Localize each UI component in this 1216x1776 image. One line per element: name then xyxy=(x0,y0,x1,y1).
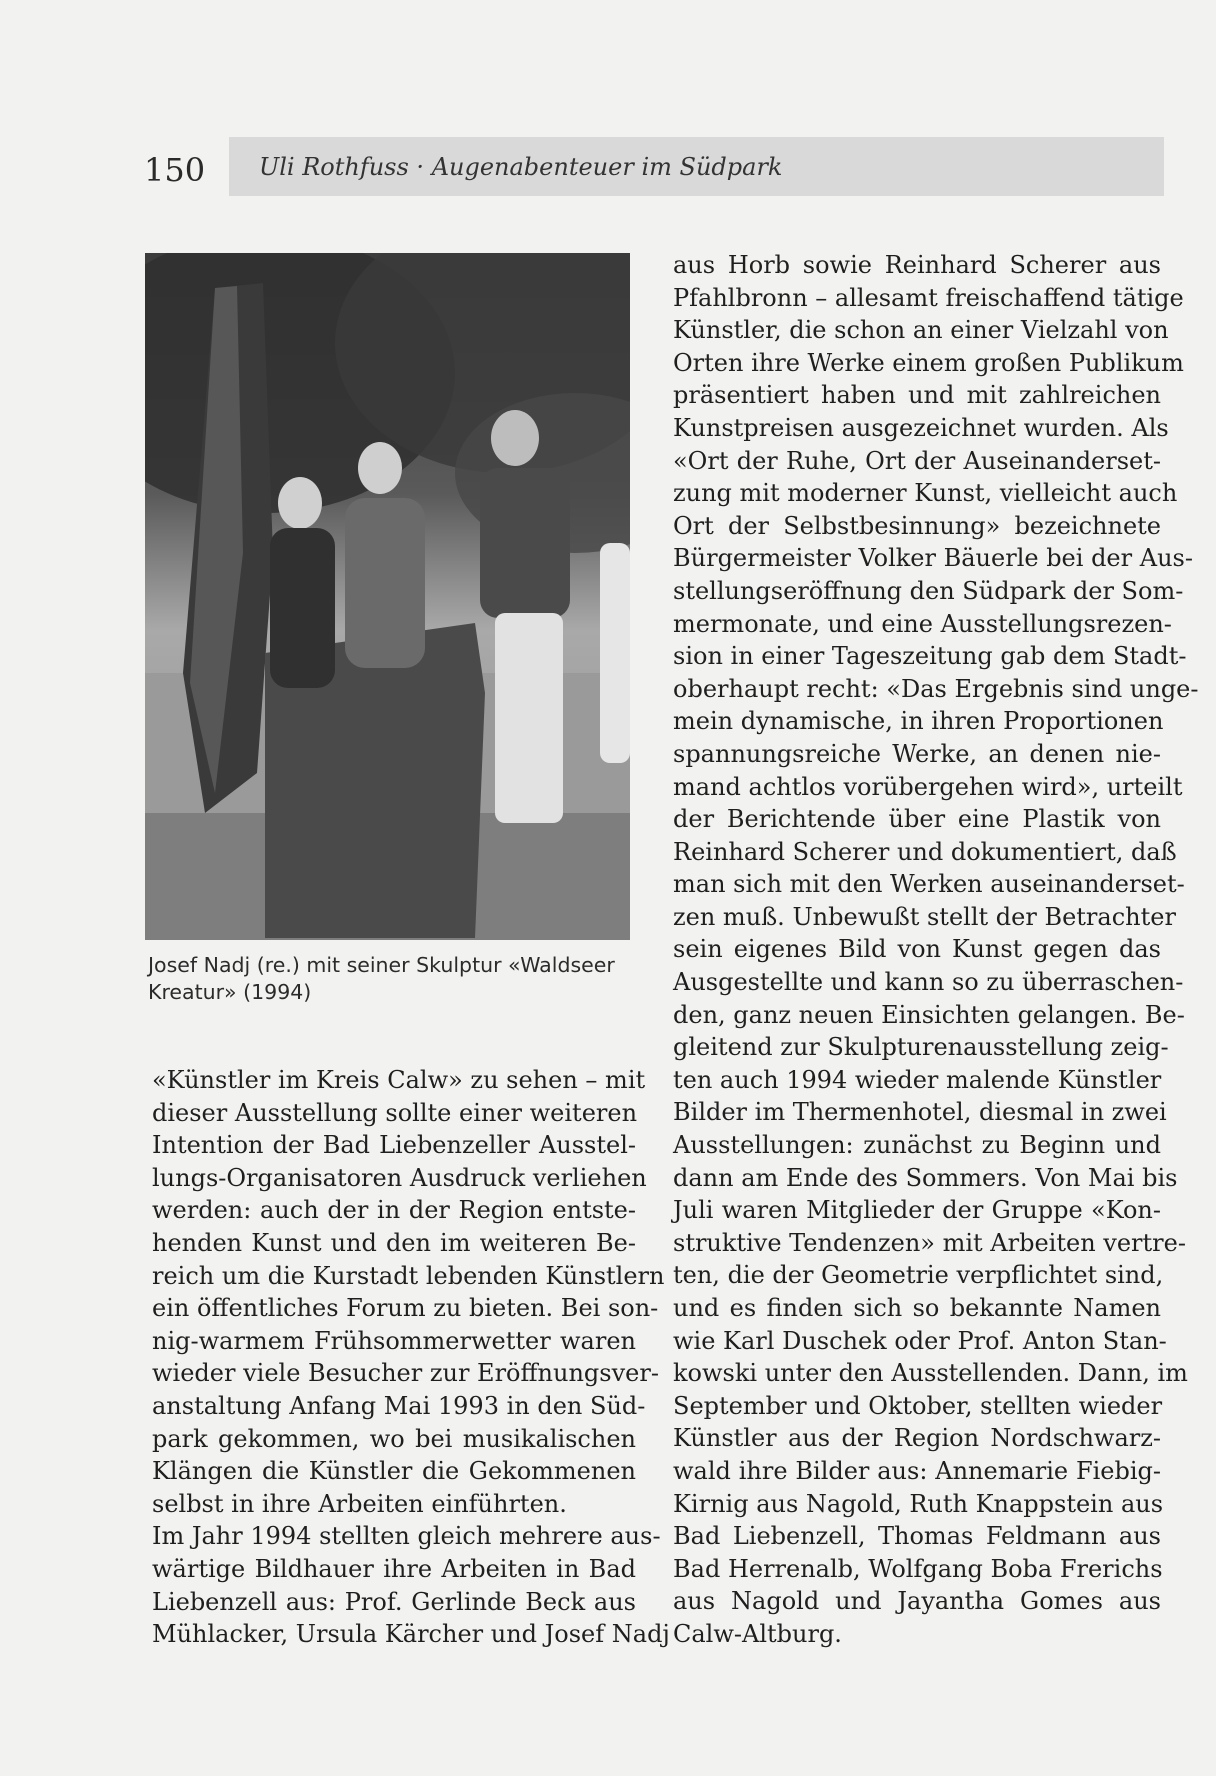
text-line: den, ganz neuen Einsichten gelangen. Be- xyxy=(673,1000,1185,1029)
text-line: lungs-Organisatoren Ausdruck verliehen xyxy=(152,1163,647,1192)
text-line: dann am Ende des Sommers. Von Mai bis xyxy=(673,1163,1178,1192)
photo xyxy=(145,253,630,940)
text-line: Intention der Bad Liebenzeller Ausstel- xyxy=(152,1131,636,1160)
text-line: aus Nagold und Jayantha Gomes aus xyxy=(673,1587,1161,1616)
person xyxy=(270,528,335,688)
left-text-column xyxy=(152,1064,670,1651)
text-line: sion in einer Tageszeitung gab dem Stadt- xyxy=(673,642,1187,671)
text-line: Calw-Altburg. xyxy=(673,1619,842,1648)
text-line: selbst in ihre Arbeiten einführten. xyxy=(152,1489,567,1518)
right-text-column xyxy=(673,249,1199,1651)
text-line: dieser Ausstellung sollte einer weiteren xyxy=(152,1098,638,1127)
text-line: spannungsreiche Werke, an denen nie- xyxy=(673,739,1161,768)
text-line: nig-warmem Frühsommerwetter waren xyxy=(152,1326,636,1355)
text-line: Reinhard Scherer und dokumentiert, daß xyxy=(673,837,1177,866)
text-line: und es finden sich so bekannte Namen xyxy=(673,1294,1161,1322)
text-line: park gekommen, wo bei musikalischen xyxy=(152,1424,636,1453)
text-line: Klängen die Künstler die Gekommenen xyxy=(152,1457,636,1486)
text-line: ten, die der Geometrie verpflichtet sind, xyxy=(673,1261,1164,1290)
text-line: werden: auch der in der Region entste- xyxy=(152,1196,636,1225)
text-line: sein eigenes Bild von Kunst gegen das xyxy=(673,935,1161,964)
text-line: man sich mit den Werken auseinanderset- xyxy=(673,870,1185,899)
text-line: Juli waren Mitglieder der Gruppe «Kon- xyxy=(673,1196,1161,1225)
text-line: kowski unter den Ausstellenden. Dann, im xyxy=(673,1359,1188,1388)
person xyxy=(600,543,630,763)
text-line: wärtige Bildhauer ihre Arbeiten in Bad xyxy=(152,1554,636,1583)
person xyxy=(495,613,563,823)
text-line: gleitend zur Skulpturenausstellung zeig- xyxy=(673,1033,1169,1062)
text-line: wieder viele Besucher zur Eröffnungsver- xyxy=(152,1359,659,1388)
person xyxy=(480,468,570,618)
text-line: Liebenzell aus: Prof. Gerlinde Beck aus xyxy=(152,1587,636,1616)
running-head-text: Uli Rothfuss · Augenabenteuer im Südpark xyxy=(259,153,783,181)
text-line: Kunstpreisen ausgezeichnet wurden. Als xyxy=(673,413,1169,442)
person xyxy=(491,410,539,466)
text-line: Ausgestellte und kann so zu überraschen- xyxy=(673,968,1184,997)
person xyxy=(345,498,425,668)
text-line: stellungseröffnung den Südpark der Som- xyxy=(673,576,1184,605)
text-line: wie Karl Duschek oder Prof. Anton Stan- xyxy=(673,1326,1167,1355)
text-line: struktive Tendenzen» mit Arbeiten vertre- xyxy=(673,1228,1186,1257)
text-line: Künstler aus der Region Nordschwarz- xyxy=(673,1424,1161,1453)
text-line: zen muß. Unbewußt stellt der Betrachter xyxy=(673,902,1176,931)
text-line: wald ihre Bilder aus: Annemarie Fiebig- xyxy=(673,1456,1161,1485)
text-line: Orten ihre Werke einem großen Publikum xyxy=(673,348,1184,377)
text-line: oberhaupt recht: «Das Ergebnis sind unge- xyxy=(673,674,1199,703)
text-line: Bad Herrenalb, Wolfgang Boba Frerichs xyxy=(673,1554,1163,1583)
text-line: Im Jahr 1994 stellten gleich mehrere aus- xyxy=(152,1522,661,1551)
text-line: Ort der Selbstbesinnung» bezeichnete xyxy=(673,511,1161,540)
text-line: Mühlacker, Ursula Kärcher und Josef Nadj xyxy=(152,1620,670,1649)
text-line: Pfahlbronn – allesamt freischaffend tätige xyxy=(673,283,1184,312)
photo-caption: Josef Nadj (re.) mit seiner Skulptur «Waldseer Kreatur» (1994) xyxy=(148,953,615,1004)
person xyxy=(358,442,402,494)
text-line: zung mit moderner Kunst, vielleicht auch xyxy=(673,479,1178,508)
person xyxy=(278,477,322,529)
text-line: ten auch 1994 wieder malende Künstler xyxy=(673,1065,1162,1094)
text-line: Ausstellungen: zunächst zu Beginn und xyxy=(673,1131,1161,1160)
text-line: Bürgermeister Volker Bäuerle bei der Aus- xyxy=(673,544,1193,573)
text-line: henden Kunst und den im weiteren Be- xyxy=(152,1228,636,1257)
photo-illustration xyxy=(145,253,630,940)
running-head-bar xyxy=(229,137,1164,196)
text-line: September und Oktober, stellten wieder xyxy=(673,1391,1163,1420)
page-number: 150 xyxy=(144,151,206,189)
text-line: Künstler, die schon an einer Vielzahl von xyxy=(673,316,1169,345)
text-line: der Berichtende über eine Plastik von xyxy=(673,805,1161,834)
text-line: «Ort der Ruhe, Ort der Auseinanderset- xyxy=(673,446,1161,475)
text-line: mein dynamische, in ihren Proportionen xyxy=(673,707,1164,736)
text-line: Bilder im Thermenhotel, diesmal in zwei xyxy=(673,1098,1167,1127)
text-line: reich um die Kurstadt lebenden Künstlern xyxy=(152,1261,665,1290)
text-line: präsentiert haben und mit zahlreichen xyxy=(673,381,1161,410)
text-line: ein öffentliches Forum zu bieten. Bei son- xyxy=(152,1294,659,1323)
text-line: «Künstler im Kreis Calw» zu sehen – mit xyxy=(152,1066,646,1094)
text-line: mand achtlos vorübergehen wird», urteilt xyxy=(673,772,1183,801)
text-line: Bad Liebenzell, Thomas Feldmann aus xyxy=(673,1522,1161,1551)
text-line: aus Horb sowie Reinhard Scherer aus xyxy=(673,251,1161,279)
text-line: anstaltung Anfang Mai 1993 in den Süd- xyxy=(152,1391,646,1420)
text-line: mermonate, und eine Ausstellungsrezen- xyxy=(673,609,1172,638)
text-line: Kirnig aus Nagold, Ruth Knappstein aus xyxy=(673,1489,1164,1518)
